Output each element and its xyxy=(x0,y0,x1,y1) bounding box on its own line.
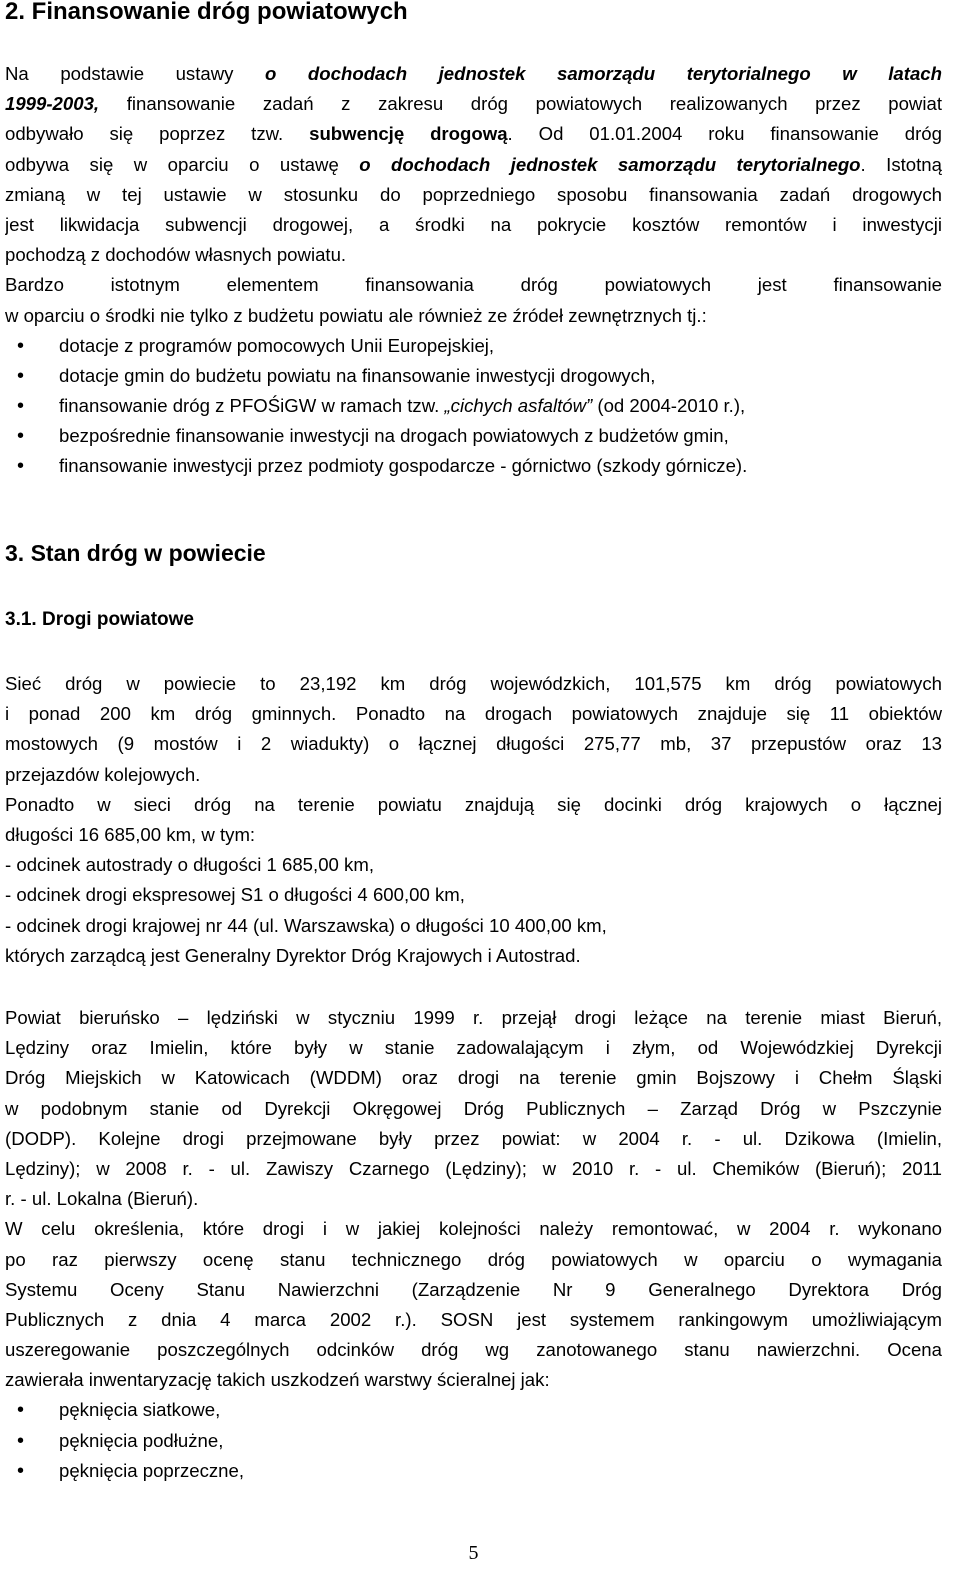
text-line: mostowych (9 mostów i 2 wiadukty) o łącznej długości 275,77 mb, 37 przepustów oraz 13 xyxy=(5,733,942,755)
text-line xyxy=(5,59,942,89)
section-2-heading: 2. Finansowanie dróg powiatowych xyxy=(5,0,408,25)
text-line: Dróg Miejskich w Katowicach (WDDM) oraz drogi na terenie gmin Bojszowy i Chełm Śląski xyxy=(5,1067,942,1089)
list-item: • pęknięcia siatkowe, xyxy=(5,1395,942,1425)
text-line: Bardzo istotnym elementem finansowania dróg powiatowych jest finansowanie xyxy=(5,274,942,296)
text-run: Na podstawie ustawy xyxy=(5,63,266,84)
list-item xyxy=(5,391,942,421)
text-line: r. - ul. Lokalna (Bieruń). xyxy=(5,1188,199,1210)
text-line: Systemu Oceny Stanu Nawierzchni (Zarządzenie Nr 9 Generalnego Dyrektora Dróg xyxy=(5,1278,942,1300)
text-line: po raz pierwszy ocenę stanu technicznego dróg powiatowych w oparciu o wymagania xyxy=(5,1248,942,1270)
text-line xyxy=(5,119,942,149)
text-line: zawierała inwentaryzację takich uszkodzeń warstwy ścieralnej jak: xyxy=(5,1369,550,1391)
text-line: długości 16 685,00 km, w tym: xyxy=(5,823,256,845)
program-name: „cichych asfaltów” xyxy=(444,395,593,417)
list-item: • bezpośrednie finansowanie inwestycji na drogach powiatowych z budżetów gmin, xyxy=(5,421,942,451)
text-line: jest likwidacja subwencji drogowej, a środki na pokrycie kosztów remontów i inwestycji xyxy=(5,213,942,235)
text-line: których zarządcą jest Generalny Dyrektor Dróg Krajowych i Autostrad. xyxy=(5,944,581,966)
law-title: o dochodach jednostek samorządu terytorialnego xyxy=(359,153,861,175)
page-number: 5 xyxy=(468,1542,479,1564)
text-run: odbywało się poprzez tzw. xyxy=(5,123,310,145)
list-item: • dotacje z programów pomocowych Unii Europejskiej, xyxy=(5,331,942,361)
text-line: Lędziny); w 2008 r. - ul. Zawiszy Czarnego (Lędziny); w 2010 r. - ul. Chemików (Bieruń); 2011 xyxy=(5,1157,942,1179)
text-line: Publicznych z dnia 4 marca 2002 r.). SOSN jest systemem rankingowym umożliwiającym xyxy=(5,1308,942,1330)
text-line: przejazdów kolejowych. xyxy=(5,763,201,785)
list-item: • finansowanie inwestycji przez podmioty gospodarcze - górnictwo (szkody górnicze). xyxy=(5,451,942,481)
text-run: finansowanie dróg z PFOŚiGW w ramach tzw. xyxy=(59,395,445,417)
list-item: • pęknięcia poprzeczne, xyxy=(5,1456,942,1486)
list-item: • dotacje gmin do budżetu powiatu na finansowanie inwestycji drogowych, xyxy=(5,361,942,391)
section-3-1-heading: 3.1. Drogi powiatowe xyxy=(5,609,194,630)
text-line: Lędziny oraz Imielin, które były w stanie zadowalającym i złym, od Wojewódzkiej Dyrekcji xyxy=(5,1037,942,1059)
text-line: - odcinek autostrady o długości 1 685,00 km, xyxy=(5,854,374,876)
text-line: Powiat bieruńsko – lędziński w styczniu 1999 r. przejął drogi leżące na terenie miast Bieruń, xyxy=(5,1007,942,1028)
text-line: Ponadto w sieci dróg na terenie powiatu znajdują się docinki dróg krajowych o łącznej xyxy=(5,793,942,815)
text-run: . Istotną xyxy=(860,153,942,175)
text-line: pochodzą z dochodów własnych powiatu. xyxy=(5,244,347,266)
text-line: i ponad 200 km dróg gminnych. Ponadto na drogach powiatowych znajduje się 11 obiektów xyxy=(5,703,942,725)
text-line: w oparciu o środki nie tylko z budżetu powiatu ale również ze źródeł zewnętrznych tj.: xyxy=(5,304,707,326)
text-run: . Od 01.01.2004 roku finansowanie dróg xyxy=(507,123,942,145)
law-title: o dochodach jednostek samorządu terytorialnego w latach xyxy=(265,63,942,84)
text-line xyxy=(5,150,942,180)
text-line: Sieć dróg w powiecie to 23,192 km dróg wojewódzkich, 101,575 km dróg powiatowych xyxy=(5,673,942,694)
text-run: (od 2004-2010 r.), xyxy=(592,395,746,417)
text-line: w podobnym stanie od Dyrekcji Okręgowej Dróg Publicznych – Zarząd Dróg w Pszczynie xyxy=(5,1097,942,1119)
text-line: - odcinek drogi ekspresowej S1 o długości 4 600,00 km, xyxy=(5,884,465,906)
text-line xyxy=(5,89,942,119)
text-line: W celu określenia, które drogi i w jakiej kolejności należy remontować, w 2004 r. wykonano xyxy=(5,1218,942,1240)
roads-network-paragraph xyxy=(5,669,942,971)
text-run: finansowanie zadań z zakresu dróg powiatowych realizowanych przez powiat xyxy=(99,93,942,115)
text-line: uszeregowanie poszczególnych odcinków dróg wg zanotowanego stanu nawierzchni. Ocena xyxy=(5,1339,942,1361)
text-line: - odcinek drogi krajowej nr 44 (ul. Warszawska) o długości 10 400,00 km, xyxy=(5,914,607,936)
law-years: 1999-2003, xyxy=(5,93,100,115)
text-line: zmianą w tej ustawie w stosunku do poprzedniego sposobu finansowania zadań drogowych xyxy=(5,183,942,205)
subsidy-term: subwencję drogową xyxy=(309,123,508,145)
roads-history-paragraph xyxy=(5,1003,942,1486)
list-item: • pęknięcia podłużne, xyxy=(5,1426,942,1456)
section-2-body xyxy=(5,59,942,482)
text-line: (DODP). Kolejne drogi przejmowane były przez powiat: w 2004 r. - ul. Dzikowa (Imielin, xyxy=(5,1127,942,1149)
section-3-heading: 3. Stan dróg w powiecie xyxy=(5,540,266,566)
text-run: odbywa się w oparciu o ustawę xyxy=(5,153,360,175)
